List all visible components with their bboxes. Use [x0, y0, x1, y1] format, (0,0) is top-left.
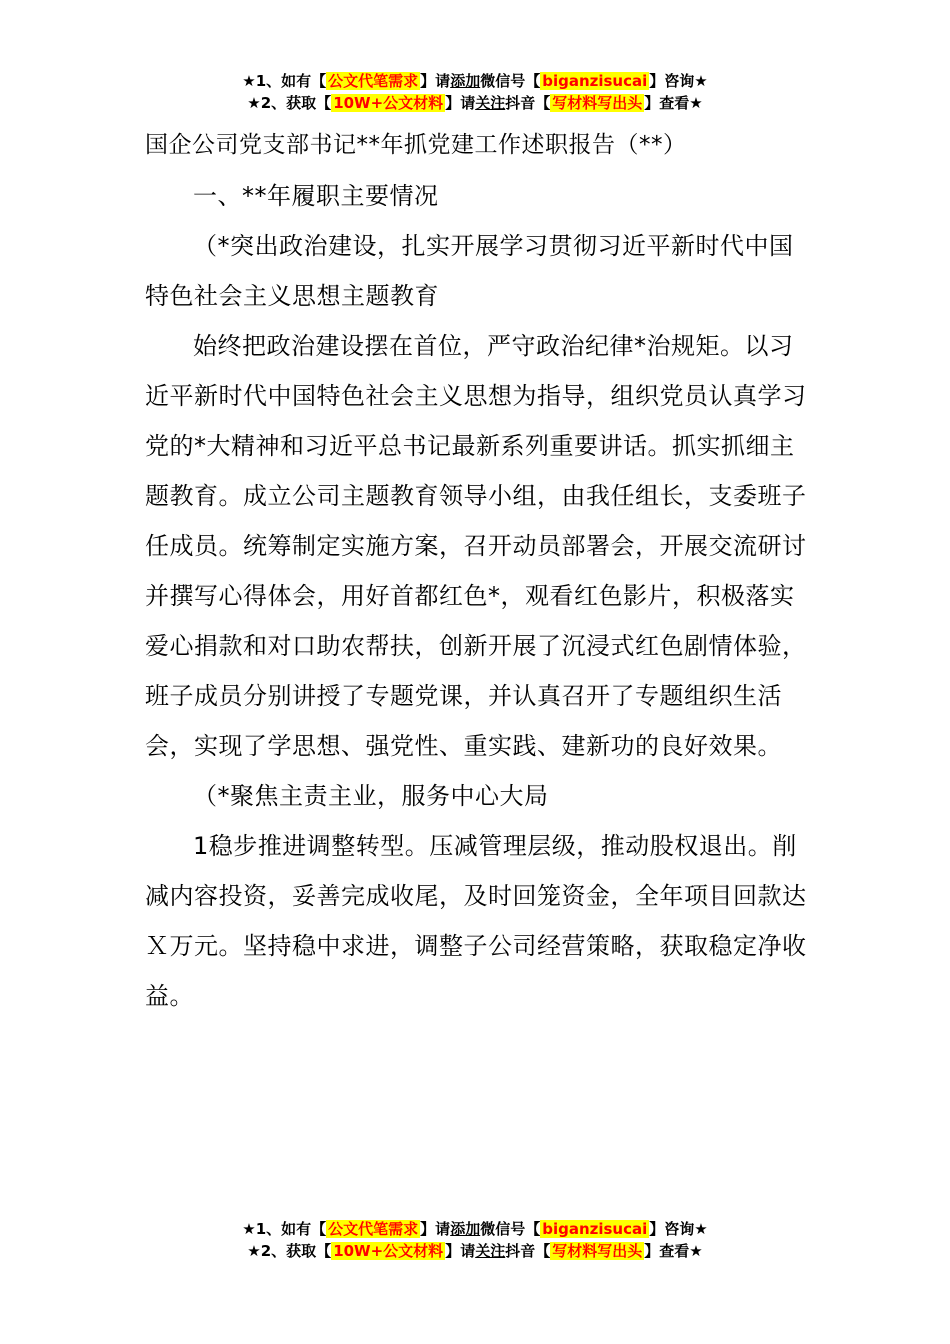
- banner-text: 】咨询★: [649, 72, 708, 90]
- document-title: 国企公司党支部书记**年抓党建工作述职报告（**）: [145, 132, 687, 158]
- banner-text: 抖音【: [505, 94, 551, 112]
- banner-text: 】请: [445, 94, 476, 112]
- banner-line-2: [0, 1240, 950, 1262]
- document-body: [145, 122, 810, 1021]
- banner-text: ★2、获取【: [247, 94, 332, 112]
- banner-underline: 添加: [450, 1220, 481, 1238]
- banner-highlight: biganzisucai: [542, 1220, 648, 1238]
- banner-highlight: 公文代笔需求: [328, 72, 419, 90]
- banner-text: 抖音【: [505, 1242, 551, 1260]
- banner-text: 】咨询★: [649, 1220, 708, 1238]
- banner-text: 微信号【: [480, 72, 541, 90]
- banner-underline: 添加: [450, 72, 481, 90]
- banner-text: ★1、如有【: [242, 1220, 327, 1238]
- banner-text: 】请: [420, 72, 451, 90]
- body-paragraph: 1稳步推进调整转型。压减管理层级，推动股权退出。削减内容投资，妥善完成收尾，及时回笼资金，全年项目回款达Ｘ万元。坚持稳中求进，调整子公司经营策略，获取稳定净收益。: [145, 832, 807, 1010]
- banner-line-2: [0, 92, 950, 114]
- banner-line-1: [0, 1218, 950, 1240]
- banner-text: ★1、如有【: [242, 72, 327, 90]
- banner-underline: 关注: [475, 94, 506, 112]
- banner-highlight: biganzisucai: [542, 72, 648, 90]
- section-heading: 一、**年履职主要情况: [193, 182, 439, 210]
- banner-highlight: 10W+公文材料: [333, 94, 444, 112]
- banner-highlight: 公文代笔需求: [328, 1220, 419, 1238]
- banner-line-1: [0, 70, 950, 92]
- subsection-heading: （*突出政治建设，扎实开展学习贯彻习近平新时代中国特色社会主义思想主题教育: [145, 232, 794, 310]
- banner-text: 】请: [445, 1242, 476, 1260]
- banner-highlight: 写材料写出头: [552, 94, 643, 112]
- subsection-heading: （*聚焦主责主业，服务中心大局: [193, 782, 549, 810]
- banner-text: 】查看★: [644, 94, 703, 112]
- bottom-banner: [0, 1218, 950, 1262]
- banner-text: 】请: [420, 1220, 451, 1238]
- banner-highlight: 写材料写出头: [552, 1242, 643, 1260]
- banner-text: 微信号【: [480, 1220, 541, 1238]
- body-paragraph: 始终把政治建设摆在首位，严守政治纪律*治规矩。以习近平新时代中国特色社会主义思想为指导，组织党员认真学习党的*大精神和习近平总书记最新系列重要讲话。抓实抓细主题教育。成立公司主题教育领导小组，由我任组长，支委班子任成员。统筹制定实施方案，召开动员部署会，开展交流研讨并撰写心得体会，用好首都红色*，观看红色影片，积极落实爱心捐款和对口助农帮扶，创新开展了沉浸式红色剧情体验，班子成员分别讲授了专题党课，并认真召开了专题组织生活会，实现了学思想、强党性、重实践、建新功的良好效果。: [145, 332, 807, 760]
- banner-text: ★2、获取【: [247, 1242, 332, 1260]
- top-banner: [0, 70, 950, 114]
- banner-text: 】查看★: [644, 1242, 703, 1260]
- banner-highlight: 10W+公文材料: [333, 1242, 444, 1260]
- banner-underline: 关注: [475, 1242, 506, 1260]
